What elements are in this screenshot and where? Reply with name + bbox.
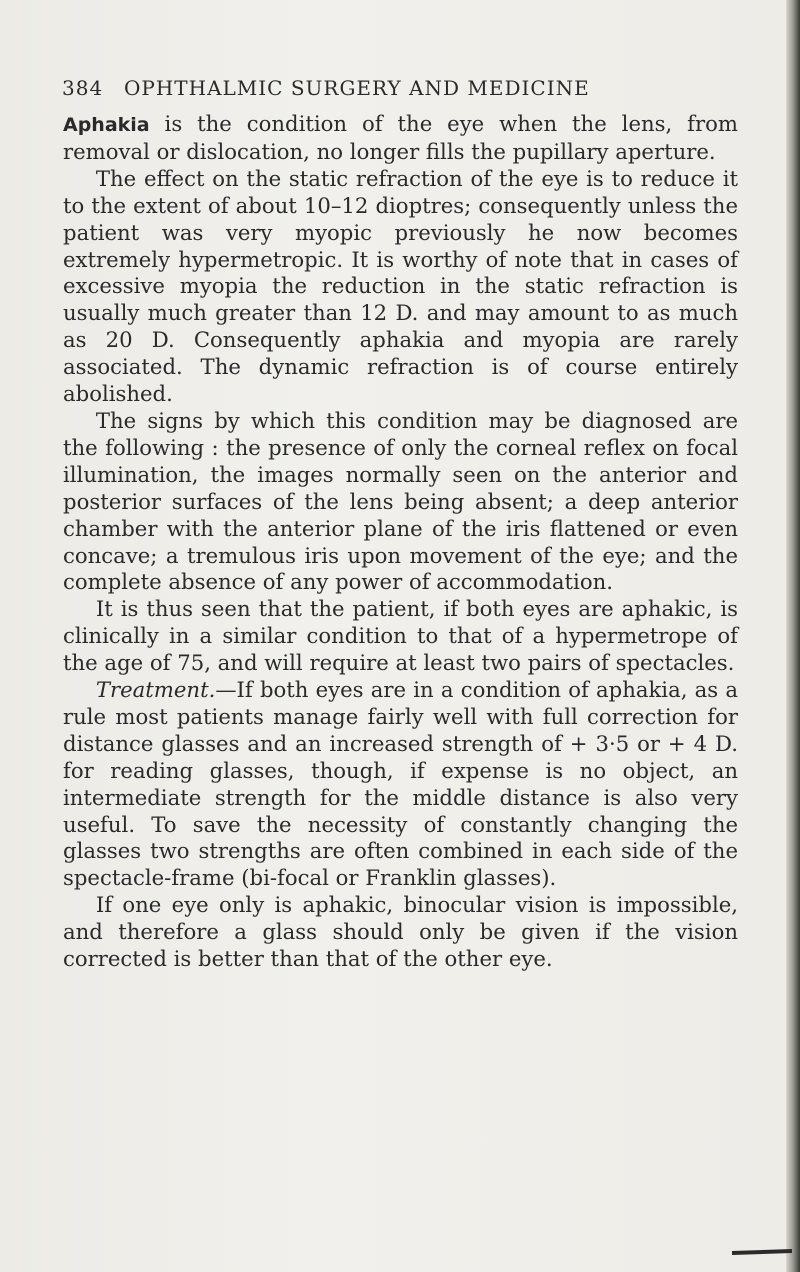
- paragraph-definition: [63, 111, 738, 166]
- page-number: 384: [62, 76, 104, 100]
- paragraph-clinical-condition: It is thus seen that the patient, if both eyes are aphakic, is clinically in a similar condition to that of a hypermetrope of the age of 75, and will require at least two pairs of spectacles.: [63, 596, 738, 676]
- term-aphakia: Aphakia: [63, 114, 150, 136]
- paragraph-one-eye: If one eye only is aphakic, binocular vision is impossible, and therefore a glass should only be given if the vision corrected is better than that of the other eye.: [63, 892, 738, 972]
- treatment-heading: Treatment.: [95, 677, 216, 703]
- paragraph-signs: The signs by which this condition may be diagnosed are the following : the presence of only the corneal reflex on focal illumination, the images normally seen on the anterior and posterior surfaces of the lens being absent; a deep anterior chamber with the anterior plane of the iris flattened or even concave; a tremulous iris upon movement of the eye; and the complete absence of any power of accommodation.: [63, 407, 738, 595]
- running-header: [62, 76, 752, 100]
- definition-text: is the condition of the eye when the lens, from removal or dislocation, no longer fills the pupillary aperture.: [63, 111, 738, 164]
- page-edge-shadow: [786, 0, 800, 1272]
- treatment-text: —If both eyes are in a condition of aphakia, as a rule most patients manage fairly well with full correction for distance glasses and an increased strength of + 3·5 or + 4 D. for reading glasses, though, if expense is no object, an intermediate strength for the middle distance is also very useful. To save the necessity of constantly changing the glasses two strengths are often combined in each side of the spectacle-frame (bi-focal or Franklin glasses).: [63, 677, 738, 891]
- paragraph-static-refraction: The effect on the static refraction of the eye is to reduce it to the extent of about 10–12 dioptres; consequently unless the patient was very myopic previously he now becomes extremely hypermetropic. It is worthy of note that in cases of excessive myopia the reduction in the static refraction is usually much greater than 12 D. and may amount to as much as 20 D. Consequently aphakia and myopia are rarely associated. The dynamic refraction is of course entirely abolished.: [63, 165, 738, 407]
- running-title: OPHTHALMIC SURGERY AND MEDICINE: [124, 76, 590, 100]
- paragraph-treatment: [63, 677, 738, 892]
- body-text: [63, 111, 738, 973]
